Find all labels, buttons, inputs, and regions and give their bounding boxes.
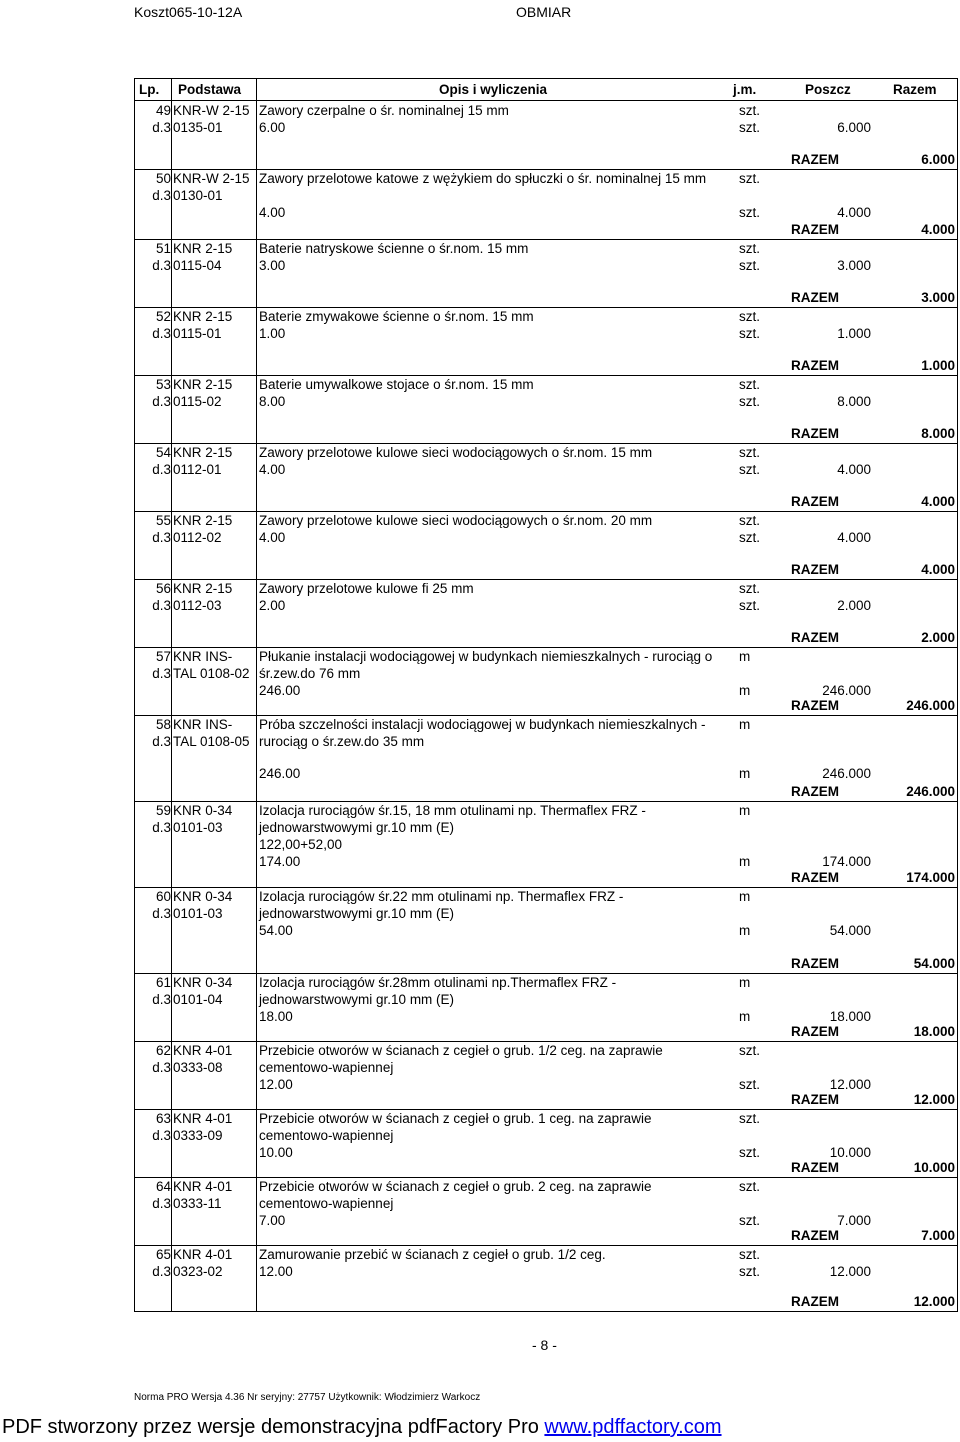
row-unit: szt.	[739, 103, 761, 118]
row-description: Izolacja rurociągów śr.15, 18 mm otulinami np. Thermaflex FRZ - jednowarstwowymi gr.10 mm (E)	[259, 803, 646, 835]
quantity-value: 246.000	[822, 683, 871, 698]
row-total: 4.000	[921, 562, 955, 577]
quantity-line	[259, 257, 957, 274]
table-row	[135, 101, 957, 170]
quantity-line	[259, 597, 957, 614]
row-base: KNR 0-34 0101-03	[173, 889, 233, 921]
col-header-razem: Razem	[893, 82, 937, 97]
table-row	[135, 579, 957, 648]
table-row	[135, 715, 957, 802]
row-lp: 65 d.3	[152, 1247, 171, 1279]
row-unit: m	[739, 889, 751, 904]
total-line	[259, 151, 957, 168]
quantity-value: 10.000	[829, 1145, 871, 1160]
quantity-expression: 3.00	[259, 258, 286, 273]
total-line	[259, 629, 957, 646]
row-description: Przebicie otworów w ścianach z cegieł o grub. 1 ceg. na zaprawie cementowo-wapiennej	[259, 1111, 652, 1143]
razem-label: RAZEM	[791, 152, 839, 167]
table-row	[135, 887, 957, 974]
quantity-value: 2.000	[837, 598, 871, 613]
total-line	[259, 221, 957, 238]
row-base: KNR 2-15 0115-01	[173, 309, 233, 341]
table-row	[135, 1177, 957, 1246]
quantity-expression: 246.00	[259, 766, 301, 781]
quantity-value: 3.000	[837, 258, 871, 273]
row-lp: 50 d.3	[152, 171, 171, 203]
row-lp: 60 d.3	[152, 889, 171, 921]
total-line	[259, 1227, 957, 1244]
row-unit: szt.	[739, 241, 761, 256]
table-row	[135, 169, 957, 240]
quantity-line	[259, 853, 957, 870]
row-total: 246.000	[906, 698, 955, 713]
quantity-unit: szt.	[739, 462, 761, 477]
quantity-expression: 12.00	[259, 1077, 293, 1092]
row-description: Zawory przelotowe kulowe fi 25 mm	[259, 581, 474, 596]
pdf-banner-link[interactable]: www.pdffactory.com	[544, 1416, 722, 1438]
razem-label: RAZEM	[791, 1228, 839, 1243]
row-base: KNR 2-15 0115-04	[173, 241, 233, 273]
razem-label: RAZEM	[791, 784, 839, 799]
razem-label: RAZEM	[791, 290, 839, 305]
row-lp: 49 d.3	[152, 103, 171, 135]
calc-line	[259, 836, 957, 853]
quantity-value: 4.000	[837, 205, 871, 220]
total-line	[259, 1159, 957, 1176]
quantity-unit: m	[739, 923, 751, 938]
row-unit: szt.	[739, 377, 761, 392]
row-base: KNR 0-34 0101-03	[173, 803, 233, 835]
razem-label: RAZEM	[791, 630, 839, 645]
quantity-value: 7.000	[837, 1213, 871, 1228]
quantity-line	[259, 922, 957, 939]
quantity-unit: m	[739, 766, 751, 781]
quantity-line	[259, 461, 957, 478]
row-base: KNR 4-01 0333-11	[173, 1179, 233, 1211]
pdf-banner-text: PDF stworzony przez wersje demonstracyjna pdfFactory Pro	[2, 1416, 545, 1438]
quantity-unit: m	[739, 854, 751, 869]
quantity-expression: 6.00	[259, 120, 286, 135]
row-total: 4.000	[921, 494, 955, 509]
razem-label: RAZEM	[791, 222, 839, 237]
quantity-value: 18.000	[829, 1009, 871, 1024]
row-base: KNR 4-01 0333-08	[173, 1043, 233, 1075]
row-lp: 56 d.3	[152, 581, 171, 613]
row-unit: szt.	[739, 171, 761, 186]
quantity-line	[259, 119, 957, 136]
header-center: OBMIAR	[516, 4, 572, 20]
quantity-unit: szt.	[739, 530, 761, 545]
row-total: 6.000	[921, 152, 955, 167]
row-unit: szt.	[739, 1043, 761, 1058]
total-line	[259, 1091, 957, 1108]
row-total: 10.000	[913, 1160, 955, 1175]
pdf-banner	[2, 1416, 722, 1439]
measurement-table	[134, 78, 958, 1312]
col-header-podstawa: Podstawa	[178, 82, 242, 97]
table-row	[135, 375, 957, 444]
row-lp: 52 d.3	[152, 309, 171, 341]
row-base: KNR 2-15 0112-03	[173, 581, 233, 613]
row-description: Próba szczelności instalacji wodociągowej w budynkach niemieszkalnych - rurociąg o śr.zew.do 35 mm	[259, 717, 706, 749]
quantity-value: 8.000	[837, 394, 871, 409]
quantity-expression: 18.00	[259, 1009, 293, 1024]
quantity-value: 12.000	[829, 1077, 871, 1092]
row-lp: 63 d.3	[152, 1111, 171, 1143]
table-row	[135, 1109, 957, 1178]
row-base: KNR 2-15 0115-02	[173, 377, 233, 409]
table-row	[135, 647, 957, 716]
row-description: Baterie natryskowe ścienne o śr.nom. 15 mm	[259, 241, 529, 256]
quantity-unit: szt.	[739, 1264, 761, 1279]
row-total: 7.000	[921, 1228, 955, 1243]
row-lp: 64 d.3	[152, 1179, 171, 1211]
razem-label: RAZEM	[791, 1024, 839, 1039]
row-total: 4.000	[921, 222, 955, 237]
row-description: Przebicie otworów w ścianach z cegieł o grub. 2 ceg. na zaprawie cementowo-wapiennej	[259, 1179, 652, 1211]
row-base: KNR 2-15 0112-02	[173, 513, 233, 545]
row-description: Baterie zmywakowe ścienne o śr.nom. 15 mm	[259, 309, 534, 324]
total-line	[259, 869, 957, 886]
razem-label: RAZEM	[791, 1160, 839, 1175]
quantity-expression: 4.00	[259, 530, 286, 545]
row-description: Zawory czerpalne o śr. nominalnej 15 mm	[259, 103, 509, 118]
total-line	[259, 955, 957, 972]
row-total: 3.000	[921, 290, 955, 305]
row-base: KNR-W 2-15 0130-01	[173, 171, 250, 203]
col-header-jm: j.m.	[733, 82, 757, 97]
row-total: 1.000	[921, 358, 955, 373]
quantity-unit: szt.	[739, 1145, 761, 1160]
razem-label: RAZEM	[791, 494, 839, 509]
row-base: KNR 2-15 0112-01	[173, 445, 233, 477]
row-total: 54.000	[913, 956, 955, 971]
row-unit: szt.	[739, 1111, 761, 1126]
row-total: 12.000	[913, 1294, 955, 1309]
row-lp: 51 d.3	[152, 241, 171, 273]
quantity-expression: 4.00	[259, 205, 286, 220]
header-left: Koszt065-10-12A	[134, 4, 243, 20]
row-lp: 62 d.3	[152, 1043, 171, 1075]
quantity-value: 1.000	[837, 326, 871, 341]
total-line	[259, 783, 957, 800]
quantity-line	[259, 325, 957, 342]
row-unit: szt.	[739, 1247, 761, 1262]
row-unit: szt.	[739, 581, 761, 596]
razem-label: RAZEM	[791, 1092, 839, 1107]
row-total: 18.000	[913, 1024, 955, 1039]
row-total: 8.000	[921, 426, 955, 441]
row-description: Przebicie otworów w ścianach z cegieł o grub. 1/2 ceg. na zaprawie cementowo-wapiennej	[259, 1043, 663, 1075]
row-base: KNR INS-TAL 0108-05	[173, 717, 250, 749]
row-description: Zawory przelotowe katowe z wężykiem do spłuczki o śr. nominalnej 15 mm	[259, 171, 707, 186]
row-total: 12.000	[913, 1092, 955, 1107]
quantity-value: 54.000	[829, 923, 871, 938]
quantity-expression: 1.00	[259, 326, 286, 341]
row-description: Baterie umywalkowe stojace o śr.nom. 15 mm	[259, 377, 534, 392]
row-unit: szt.	[739, 309, 761, 324]
table-row	[135, 239, 957, 308]
row-total: 246.000	[906, 784, 955, 799]
row-total: 174.000	[906, 870, 955, 885]
col-header-poszcz: Poszcz	[805, 82, 851, 97]
row-lp: 53 d.3	[152, 377, 171, 409]
row-total: 2.000	[921, 630, 955, 645]
quantity-unit: szt.	[739, 598, 761, 613]
total-line	[259, 425, 957, 442]
row-unit: szt.	[739, 513, 761, 528]
total-line	[259, 493, 957, 510]
row-lp: 59 d.3	[152, 803, 171, 835]
quantity-unit: szt.	[739, 394, 761, 409]
quantity-unit: szt.	[739, 258, 761, 273]
row-base: KNR-W 2-15 0135-01	[173, 103, 250, 135]
razem-label: RAZEM	[791, 562, 839, 577]
quantity-value: 4.000	[837, 530, 871, 545]
quantity-line	[259, 529, 957, 546]
quantity-expression: 2.00	[259, 598, 286, 613]
row-description: Zamurowanie przebić w ścianach z cegieł o grub. 1/2 ceg.	[259, 1247, 606, 1262]
table-row	[135, 443, 957, 512]
row-base: KNR INS-TAL 0108-02	[173, 649, 250, 681]
razem-label: RAZEM	[791, 426, 839, 441]
table-row	[135, 801, 957, 888]
calc-expression: 122,00+52,00	[259, 837, 342, 852]
row-description: Płukanie instalacji wodociągowej w budynkach niemieszkalnych - rurociąg o śr.zew.do 76 mm	[259, 649, 713, 681]
row-lp: 55 d.3	[152, 513, 171, 545]
total-line	[259, 1023, 957, 1040]
quantity-expression: 246.00	[259, 683, 301, 698]
col-header-lp: Lp.	[139, 82, 160, 97]
row-description: Izolacja rurociągów śr.22 mm otulinami np. Thermaflex FRZ - jednowarstwowymi gr.10 mm (E)	[259, 889, 624, 921]
row-base: KNR 4-01 0323-02	[173, 1247, 233, 1279]
quantity-value: 174.000	[822, 854, 871, 869]
row-description: Izolacja rurociągów śr.28mm otulinami np.Thermaflex FRZ - jednowarstwowymi gr.10 mm (E)	[259, 975, 617, 1007]
row-unit: szt.	[739, 1179, 761, 1194]
quantity-unit: szt.	[739, 1213, 761, 1228]
row-unit: szt.	[739, 445, 761, 460]
razem-label: RAZEM	[791, 1294, 839, 1309]
total-line	[259, 289, 957, 306]
razem-label: RAZEM	[791, 870, 839, 885]
table-row	[135, 1245, 957, 1311]
quantity-unit: szt.	[739, 1077, 761, 1092]
row-base: KNR 4-01 0333-09	[173, 1111, 233, 1143]
quantity-expression: 7.00	[259, 1213, 286, 1228]
row-unit: m	[739, 975, 751, 990]
row-description: Zawory przelotowe kulowe sieci wodociągowych o śr.nom. 15 mm	[259, 445, 653, 460]
quantity-expression: 10.00	[259, 1145, 293, 1160]
row-lp: 54 d.3	[152, 445, 171, 477]
quantity-unit: m	[739, 683, 751, 698]
quantity-line	[259, 393, 957, 410]
page-number: - 8 -	[532, 1337, 557, 1353]
row-lp: 58 d.3	[152, 717, 171, 749]
razem-label: RAZEM	[791, 358, 839, 373]
quantity-unit: m	[739, 1009, 751, 1024]
razem-label: RAZEM	[791, 698, 839, 713]
table-row	[135, 973, 957, 1042]
quantity-line	[259, 204, 957, 221]
total-line	[259, 561, 957, 578]
quantity-value: 12.000	[829, 1264, 871, 1279]
quantity-expression: 174.00	[259, 854, 301, 869]
quantity-line	[259, 1263, 957, 1280]
row-unit: m	[739, 717, 751, 732]
quantity-unit: szt.	[739, 120, 761, 135]
quantity-value: 4.000	[837, 462, 871, 477]
total-line	[259, 357, 957, 374]
col-header-opis: Opis i wyliczenia	[439, 82, 548, 97]
quantity-unit: szt.	[739, 205, 761, 220]
quantity-value: 246.000	[822, 766, 871, 781]
row-base: KNR 0-34 0101-04	[173, 975, 233, 1007]
total-line	[259, 697, 957, 714]
quantity-unit: szt.	[739, 326, 761, 341]
table-row	[135, 1041, 957, 1110]
table-row	[135, 511, 957, 580]
total-line	[259, 1293, 957, 1310]
row-lp: 61 d.3	[152, 975, 171, 1007]
quantity-value: 6.000	[837, 120, 871, 135]
quantity-expression: 12.00	[259, 1264, 293, 1279]
row-unit: m	[739, 649, 751, 664]
row-unit: m	[739, 803, 751, 818]
quantity-expression: 54.00	[259, 923, 293, 938]
table-row	[135, 307, 957, 376]
quantity-expression: 8.00	[259, 394, 286, 409]
quantity-line	[259, 765, 957, 782]
footer-license: Norma PRO Wersja 4.36 Nr seryjny: 27757 Użytkownik: Włodzimierz Warkocz	[134, 1392, 481, 1403]
razem-label: RAZEM	[791, 956, 839, 971]
row-lp: 57 d.3	[152, 649, 171, 681]
quantity-expression: 4.00	[259, 462, 286, 477]
row-description: Zawory przelotowe kulowe sieci wodociągowych o śr.nom. 20 mm	[259, 513, 653, 528]
